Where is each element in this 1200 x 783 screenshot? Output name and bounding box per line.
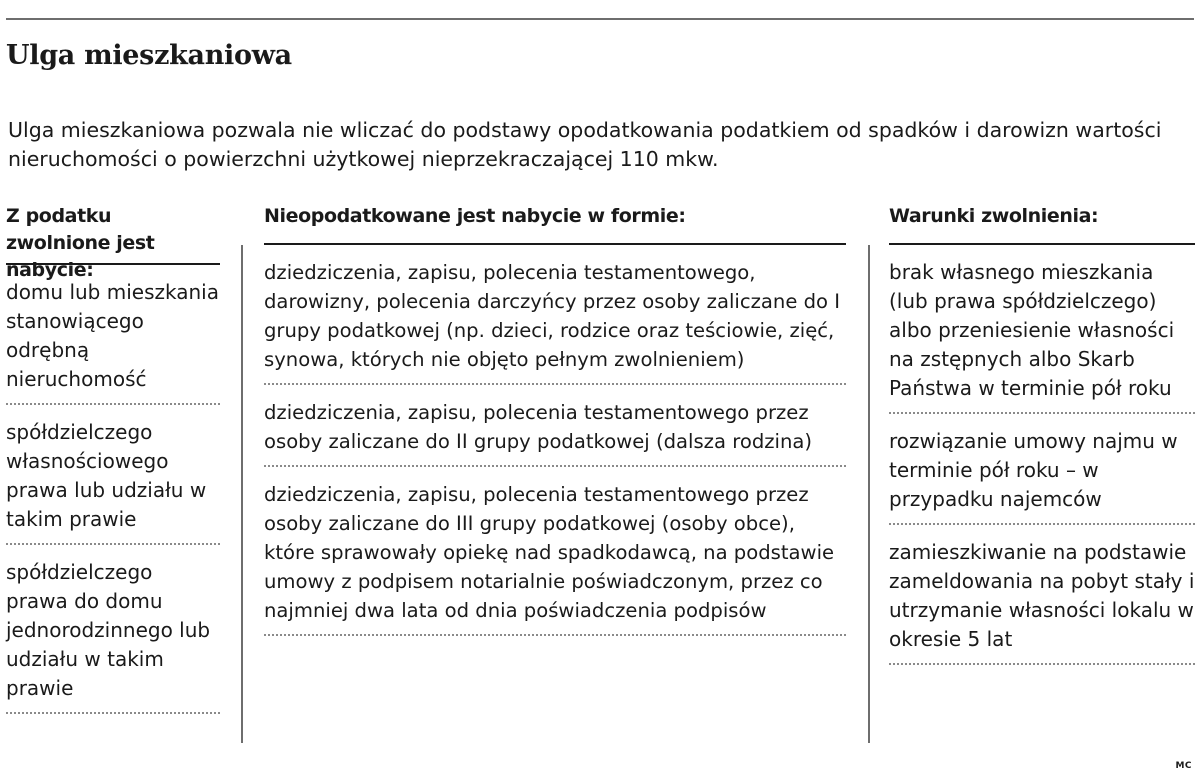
column-conditions bbox=[889, 203, 1195, 678]
list-item: dziedziczenia, zapisu, polecenia testamentowego przez osoby zaliczane do III grupy podatkowej (osoby obce), które sprawowały opiekę nad spadkodawcą, na podstawie umowy z podpisem notarialnie poświadczonym, przez co najmniej dwa lata od dnia poświadczenia podpisów bbox=[264, 480, 846, 636]
column-untaxed-forms bbox=[264, 203, 846, 649]
column-heading: Warunki zwolnienia: bbox=[889, 205, 1099, 227]
list-item: zamieszkiwanie na podstawie zameldowania na pobyt stały i utrzymanie własności lokalu w okresie 5 lat bbox=[889, 538, 1195, 665]
author-credit: MC bbox=[1175, 761, 1192, 771]
page-title: Ulga mieszkaniowa bbox=[6, 40, 292, 71]
intro-paragraph: Ulga mieszkaniowa pozwala nie wliczać do podstawy opodatkowania podatkiem od spadków i darowizn wartości nieruchomości o powierzchni użytkowej nieprzekraczającej 110 mkw. bbox=[8, 118, 1162, 171]
column-exempt-acquisition bbox=[6, 203, 220, 727]
column-divider bbox=[241, 245, 243, 743]
list-item: rozwiązanie umowy najmu w terminie pół roku – w przypadku najemców bbox=[889, 427, 1195, 525]
column-divider bbox=[868, 245, 870, 743]
heading-rule bbox=[889, 243, 1195, 245]
list-item: dziedziczenia, zapisu, polecenia testamentowego przez osoby zaliczane do II grupy podatkowej (dalsza rodzina) bbox=[264, 398, 846, 467]
list-item: dziedziczenia, zapisu, polecenia testamentowego, darowizny, polecenia darczyńcy przez osoby zaliczane do I grupy podatkowej (np. dzieci, rodzice oraz teściowie, zięć, synowa, których nie objęto pełnym zwolnieniem) bbox=[264, 258, 846, 385]
list-item: spółdzielczego prawa do domu jednorodzinnego lub udziału w takim prawie bbox=[6, 558, 220, 714]
list-item: spółdzielczego własnościowego prawa lub udziału w takim prawie bbox=[6, 418, 220, 545]
list-item: domu lub mieszkania stanowiącego odrębną nieruchomość bbox=[6, 278, 220, 405]
top-rule bbox=[6, 18, 1194, 20]
heading-rule bbox=[264, 243, 846, 245]
list-item: brak własnego mieszkania (lub prawa spółdzielczego) albo przeniesienie własności na zstępnych albo Skarb Państwa w terminie pół roku bbox=[889, 258, 1195, 414]
column-heading: Nieopodatkowane jest nabycie w formie: bbox=[264, 205, 686, 227]
column-heading: Z podatku zwolnione jest nabycie: bbox=[6, 205, 155, 281]
